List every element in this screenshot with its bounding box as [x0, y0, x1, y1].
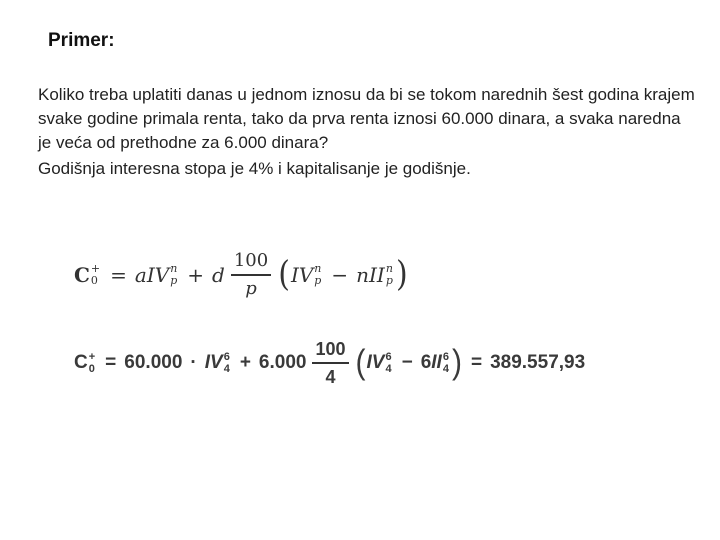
formula-c-sup: +	[90, 261, 101, 275]
numeric-iv2-sup: 6	[385, 350, 392, 363]
fraction-denominator: p	[245, 277, 257, 299]
numeric-ii-sub: 4	[442, 362, 449, 375]
formula-minus: −	[331, 262, 349, 287]
fraction-bar	[231, 274, 271, 276]
numeric-close-paren: )	[451, 343, 462, 382]
formula-ii-indices	[386, 263, 393, 287]
problem-statement	[38, 83, 698, 181]
formula-ii-sub: p	[385, 273, 393, 287]
formula-open-paren: (	[278, 254, 290, 295]
numeric-n-value: 6	[420, 351, 432, 373]
numeric-c-sub: 0	[88, 362, 95, 375]
numeric-symbol-iv: IV	[204, 351, 223, 373]
numeric-equals-2: =	[470, 351, 483, 373]
formula-symbol-ii: II	[369, 262, 385, 287]
numeric-ii-sup: 6	[442, 350, 449, 363]
formula-iv2-indices	[314, 263, 321, 287]
numeric-fraction-bar	[312, 362, 348, 364]
numeric-open-paren: (	[355, 343, 366, 382]
formula-ii-sup: n	[385, 261, 393, 275]
formula-plus: +	[187, 262, 205, 287]
numeric-iv-indices	[224, 351, 230, 375]
formula-c-indices	[91, 263, 100, 287]
formula-iv-sub: p	[170, 273, 178, 287]
numeric-symbol-iv-2: IV	[366, 351, 385, 373]
numeric-iv-sup: 6	[223, 350, 230, 363]
numeric-dot: ·	[190, 351, 197, 373]
formula-symbol-n: n	[356, 262, 370, 287]
fraction-numerator: 100	[233, 250, 269, 271]
formula-symbol-iv: IV	[146, 262, 170, 287]
numeric-symbol-ii: II	[431, 351, 442, 373]
numeric-symbol-c: C	[74, 351, 88, 373]
numeric-ii-indices	[443, 351, 449, 375]
formula-close-paren: )	[395, 254, 408, 295]
formula-equals: =	[110, 262, 127, 287]
formula-symbol-iv-2: IV	[290, 262, 314, 287]
formula-fraction	[231, 250, 271, 300]
numeric-equals: =	[105, 351, 117, 373]
numeric-iv-sub: 4	[223, 362, 230, 375]
formula-symbol-c: C	[74, 262, 90, 287]
formula-iv2-sub: p	[314, 273, 322, 287]
formula-c-sub: 0	[90, 273, 98, 287]
formula-symbol-d: d	[212, 262, 225, 287]
numeric-fraction	[312, 338, 348, 388]
formula-iv-sup: n	[170, 261, 178, 275]
problem-paragraph-rate: Godišnja interesna stopa je 4% i kapitalisanje je godišnje.	[38, 159, 471, 178]
slide-title: Primer:	[48, 30, 115, 51]
numeric-minus: −	[401, 351, 413, 373]
formula-symbol-a: a	[134, 262, 147, 287]
formula-iv-indices	[170, 263, 177, 287]
numeric-increment: 6.000	[258, 351, 307, 373]
numeric-iv2-sub: 4	[385, 362, 392, 375]
numeric-result: 389.557,93	[490, 351, 586, 373]
numeric-fraction-numerator: 100	[315, 339, 346, 359]
numeric-first-rent: 60.000	[124, 351, 183, 373]
formula-iv2-sup: n	[314, 261, 322, 275]
problem-paragraph: Koliko treba uplatiti danas u jednom iznosu da bi se tokom narednih šest godina krajem svake godine primala renta, tako da prva renta iznosi 60.000 dinara, a svaka naredna je veća od prethodne za 6.000 dinara?	[38, 85, 695, 152]
numeric-fraction-denominator: 4	[325, 366, 336, 387]
numeric-c-sup: +	[88, 350, 96, 363]
numeric-iv2-indices	[385, 351, 391, 375]
numeric-c-indices	[89, 351, 95, 375]
formula-numeric	[74, 338, 585, 388]
formula-general	[74, 250, 409, 300]
numeric-plus: +	[239, 351, 251, 373]
